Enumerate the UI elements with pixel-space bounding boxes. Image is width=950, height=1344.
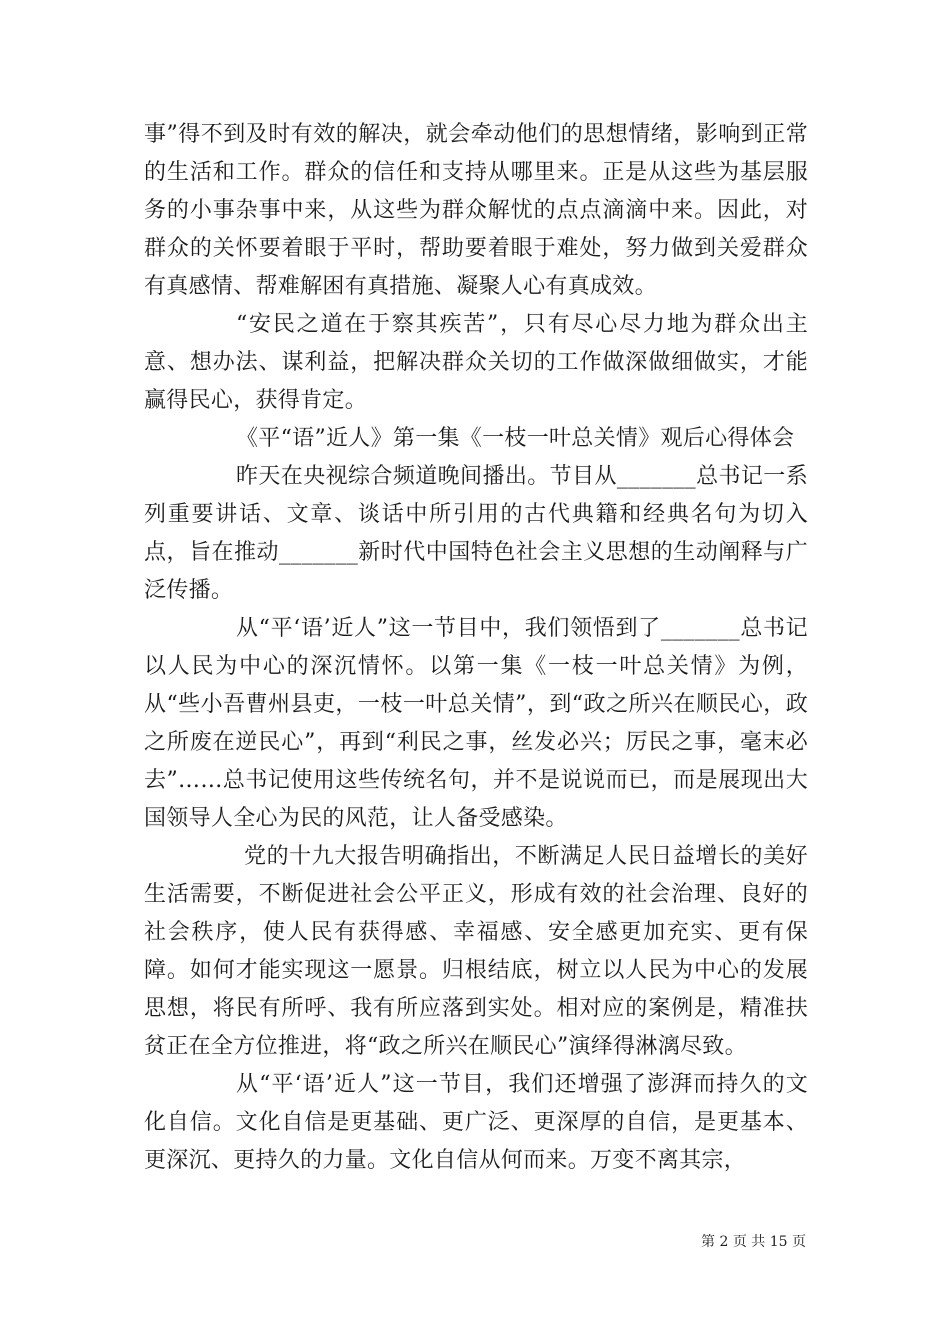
paragraph-intro: 昨天在央视综合频道晚间播出。节目从_______总书记一系列重要讲话、文章、谈话中所引用的古代典籍和经典名句为切入点，旨在推动_______新时代中国特色社会主义思想的生动阐释与广泛传播。 — [144, 464, 808, 603]
article-title: 《平“语”近人》第一集《一枝一叶总关情》观后心得体会 — [236, 426, 795, 451]
page-number-footer: 第 2 页 共 15 页 — [701, 1234, 806, 1250]
document-body — [144, 116, 808, 1180]
paragraph-people-centered: 从“平‘语’近人”这一节目中，我们领悟到了_______总书记以人民为中心的深沉情怀。以第一集《一枝一叶总关情》为例，从“些小吾曹州县吏，一枝一叶总关情”，到“政之所兴在顺民心，政之所废在逆民心”，再到“利民之事，丝发必兴；厉民之事，毫末必去”……总书记使用这些传统名句，并不是说说而已，而是展现出大国领导人全心为民的风范，让人备受感染。 — [144, 616, 808, 831]
paragraph-continuation: 事”得不到及时有效的解决，就会牵动他们的思想情绪，影响到正常的生活和工作。群众的信任和支持从哪里来。正是从这些为基层服务的小事杂事中来，从这些为群众解忧的点点滴滴中来。因此，对群众的关怀要着眼于平时，帮助要着眼于难处，努力做到关爱群众有真感情、帮难解困有真措施、凝聚人心有真成效。 — [144, 122, 808, 299]
paragraph-anmin: “安民之道在于察其疾苦”，只有尽心尽力地为群众出主意、想办法、谋利益，把解决群众关切的工作做深做细做实，才能赢得民心，获得肯定。 — [144, 312, 808, 413]
paragraph-nineteenth-congress: 党的十九大报告明确指出，不断满足人民日益增长的美好生活需要，不断促进社会公平正义，形成有效的社会治理、良好的社会秩序，使人民有获得感、幸福感、安全感更加充实、更有保障。如何才能实现这一愿景。归根结底，树立以人民为中心的发展思想，将民有所呼、我有所应落到实处。相对应的案例是，精准扶贫正在全方位推进，将“政之所兴在顺民心”演绎得淋漓尽致。 — [144, 844, 808, 1059]
paragraph-cultural-confidence: 从“平‘语’近人”这一节目，我们还增强了澎湃而持久的文化自信。文化自信是更基础、更广泛、更深厚的自信，是更基本、更深沉、更持久的力量。文化自信从何而来。万变不离其宗， — [144, 1072, 808, 1173]
